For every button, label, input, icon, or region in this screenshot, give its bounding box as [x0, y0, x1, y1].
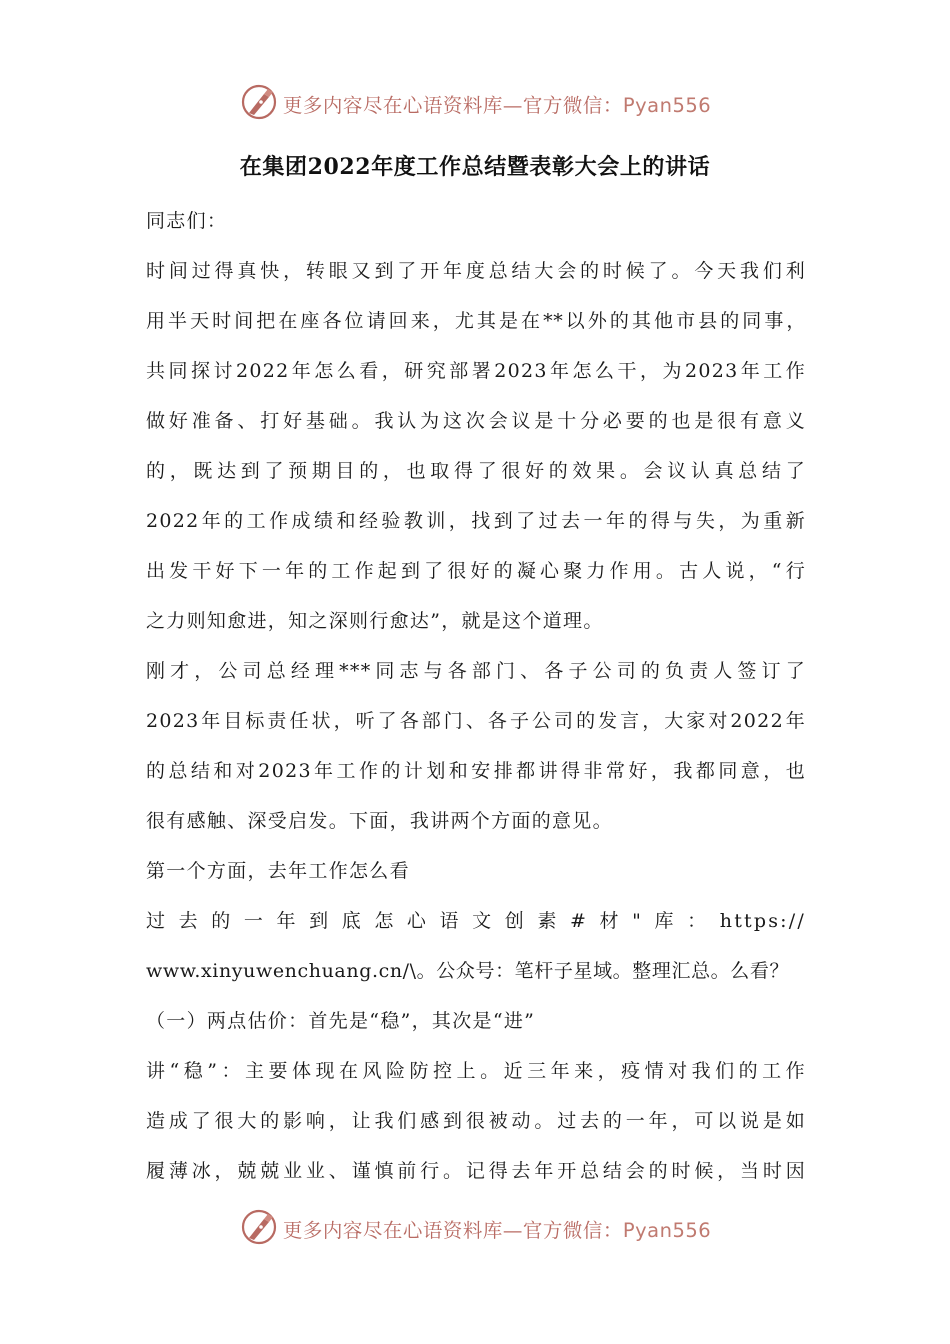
watermark-text: 更多内容尽在心语资料库—官方微信：Pyan556	[282, 1219, 712, 1242]
paragraph-line: 同志们：	[146, 210, 228, 232]
paragraph-line: 履薄冰，兢兢业业、谨慎前行。记得去年开总结会的时候，当时因	[146, 1160, 806, 1182]
paragraph-line: 过去的一年到底怎心语文创素#材"库：https://	[146, 910, 806, 932]
pen-nib-logo-icon	[239, 82, 283, 126]
paragraph-line: 的总结和对2023年工作的计划和安排都讲得非常好，我都同意，也	[146, 760, 806, 782]
paragraph-line: 之力则知愈进，知之深则行愈达”，就是这个道理。	[146, 610, 604, 632]
paragraph-line: 共同探讨2022年怎么看，研究部署2023年怎么干，为2023年工作	[146, 360, 806, 382]
paragraph-line: 刚才，公司总经理***同志与各部门、各子公司的负责人签订了	[146, 660, 806, 682]
subsection-heading: （一）两点估价：首先是“稳”，其次是“进”	[146, 1010, 536, 1032]
paragraph-line: 时间过得真快，转眼又到了开年度总结大会的时候了。今天我们利	[146, 260, 806, 282]
section-heading: 第一个方面，去年工作怎么看	[146, 860, 410, 882]
header-watermark-banner	[0, 82, 950, 126]
document-title: 在集团2022年度工作总结暨表彰大会上的讲话	[239, 154, 711, 180]
wechat-id: Pyan556	[622, 1219, 712, 1242]
paragraph-line: 造成了很大的影响，让我们感到很被动。过去的一年，可以说是如	[146, 1110, 806, 1132]
paragraph-line: 2023年目标责任状，听了各部门、各子公司的发言，大家对2022年	[146, 710, 806, 732]
paragraph-line: 讲“稳”：主要体现在风险防控上。近三年来，疫情对我们的工作	[146, 1060, 806, 1082]
paragraph-line: 2022年的工作成绩和经验教训，找到了过去一年的得与失，为重新	[146, 510, 806, 532]
watermark-text: 更多内容尽在心语资料库—官方微信：Pyan556	[282, 94, 712, 117]
footer-watermark-banner	[0, 1207, 950, 1251]
paragraph-line: 用半天时间把在座各位请回来，尤其是在**以外的其他市县的同事，	[146, 310, 806, 332]
paragraph-line: 出发干好下一年的工作起到了很好的凝心聚力作用。古人说，“行	[146, 560, 806, 582]
paragraph-line: 很有感触、深受启发。下面，我讲两个方面的意见。	[146, 810, 613, 832]
paragraph-line: 的，既达到了预期目的，也取得了很好的效果。会议认真总结了	[146, 460, 806, 482]
paragraph-line: 做好准备、打好基础。我认为这次会议是十分必要的也是很有意义	[146, 410, 806, 432]
pen-nib-logo-icon	[239, 1207, 283, 1251]
paragraph-line: www.xinyuwenchuang.cn/\。公众号：笔杆子星域。整理汇总。么看？	[146, 960, 790, 982]
document-body	[146, 196, 806, 1196]
wechat-id: Pyan556	[622, 94, 712, 117]
